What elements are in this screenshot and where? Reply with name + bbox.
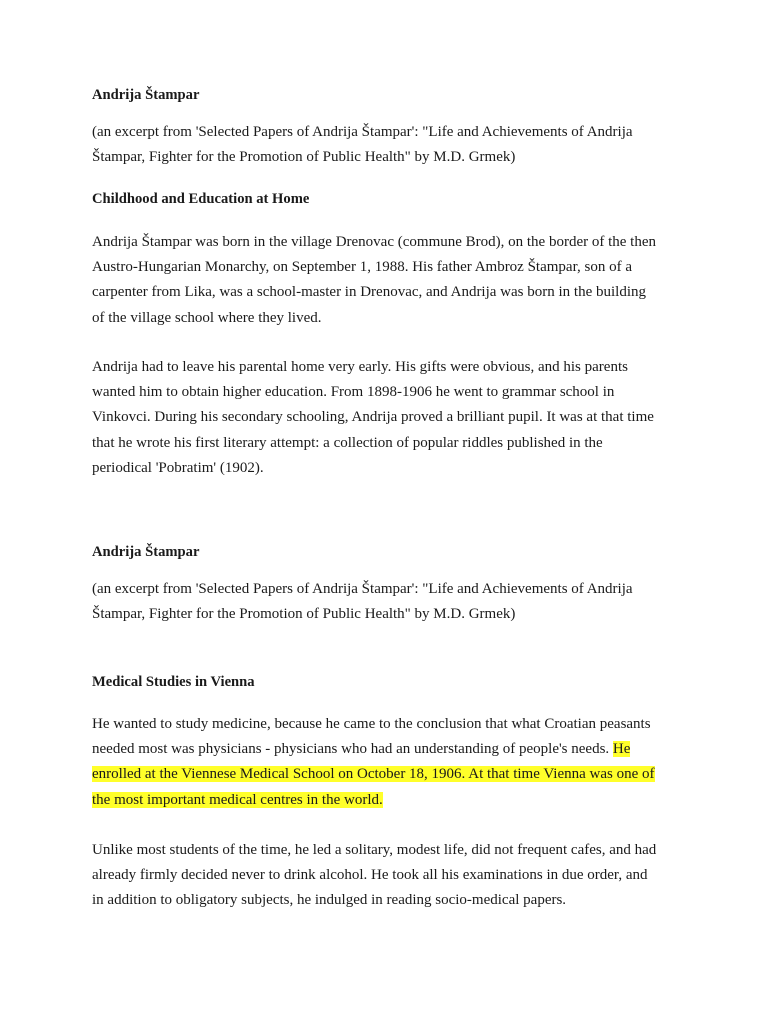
section2-para2-line: in addition to obligatory subjects, he indulged in reading socio-medical papers. xyxy=(92,892,567,909)
section2-paragraph-2 xyxy=(92,838,688,914)
highlighted-text: enrolled at the Viennese Medical School on October 18, 1906. At that time Vienna was one of xyxy=(92,766,655,783)
section1-para2-line: wanted him to obtain higher education. From 1898-1906 he went to grammar school in xyxy=(92,384,615,401)
section2-para1-line: He wanted to study medicine, because he came to the conclusion that what Croatian peasants xyxy=(92,716,651,732)
section1-excerpt-line1: (an excerpt from 'Selected Papers of Andrija Štampar': "Life and Achievements of Andrija xyxy=(92,124,633,140)
section1-para2-line: periodical 'Pobratim' (1902). xyxy=(92,459,264,476)
section2-para2-line: Unlike most students of the time, he led a solitary, modest life, did not frequent cafes, and had xyxy=(92,842,657,858)
section1-paragraph-2 xyxy=(92,355,688,481)
section2-para1-line xyxy=(92,788,688,813)
section2-para1-line2-plain: needed most was physicians - physicians who had an understanding of people's needs. xyxy=(92,741,613,758)
section2-subheading: Medical Studies in Vienna xyxy=(92,674,255,690)
section2-excerpt-line2: Štampar, Fighter for the Promotion of Public Health" by M.D. Grmek) xyxy=(92,606,516,623)
section2-excerpt-line1: (an excerpt from 'Selected Papers of Andrija Štampar': "Life and Achievements of Andrija xyxy=(92,581,633,597)
section1-para2-line: Andrija had to leave his parental home very early. His gifts were obvious, and his parents xyxy=(92,359,628,375)
section1-excerpt-line2: Štampar, Fighter for the Promotion of Public Health" by M.D. Grmek) xyxy=(92,149,516,166)
section2-excerpt xyxy=(92,577,688,627)
section2-para2-line: already firmly decided never to drink alcohol. He took all his examinations in due order, and xyxy=(92,867,648,884)
section2-paragraph-1 xyxy=(92,712,688,813)
section1-para2-line: that he wrote his first literary attempt: a collection of popular riddles published in the xyxy=(92,434,603,451)
highlighted-text: He xyxy=(612,741,631,758)
section1-title: Andrija Štampar xyxy=(92,87,200,103)
section1-subheading: Childhood and Education at Home xyxy=(92,191,310,207)
section1-para1-line: Austro-Hungarian Monarchy, on September 1, 1988. His father Ambroz Štampar, son of a xyxy=(92,259,632,276)
section1-excerpt xyxy=(92,120,688,170)
section1-paragraph-1 xyxy=(92,230,688,331)
section2-para1-line xyxy=(92,737,688,762)
section2-para1-line xyxy=(92,762,688,787)
section2-title: Andrija Štampar xyxy=(92,544,200,560)
section1-para2-line: Vinkovci. During his secondary schooling, Andrija proved a brilliant pupil. It was at that time xyxy=(92,409,654,426)
section1-para1-line: of the village school where they lived. xyxy=(92,309,322,326)
highlighted-text: the most important medical centres in the world. xyxy=(92,791,383,808)
section1-para1-line: carpenter from Lika, was a school-master in Drenovac, and Andrija was born in the building xyxy=(92,284,646,301)
section1-para1-line: Andrija Štampar was born in the village Drenovac (commune Brod), on the border of the then xyxy=(92,234,657,250)
